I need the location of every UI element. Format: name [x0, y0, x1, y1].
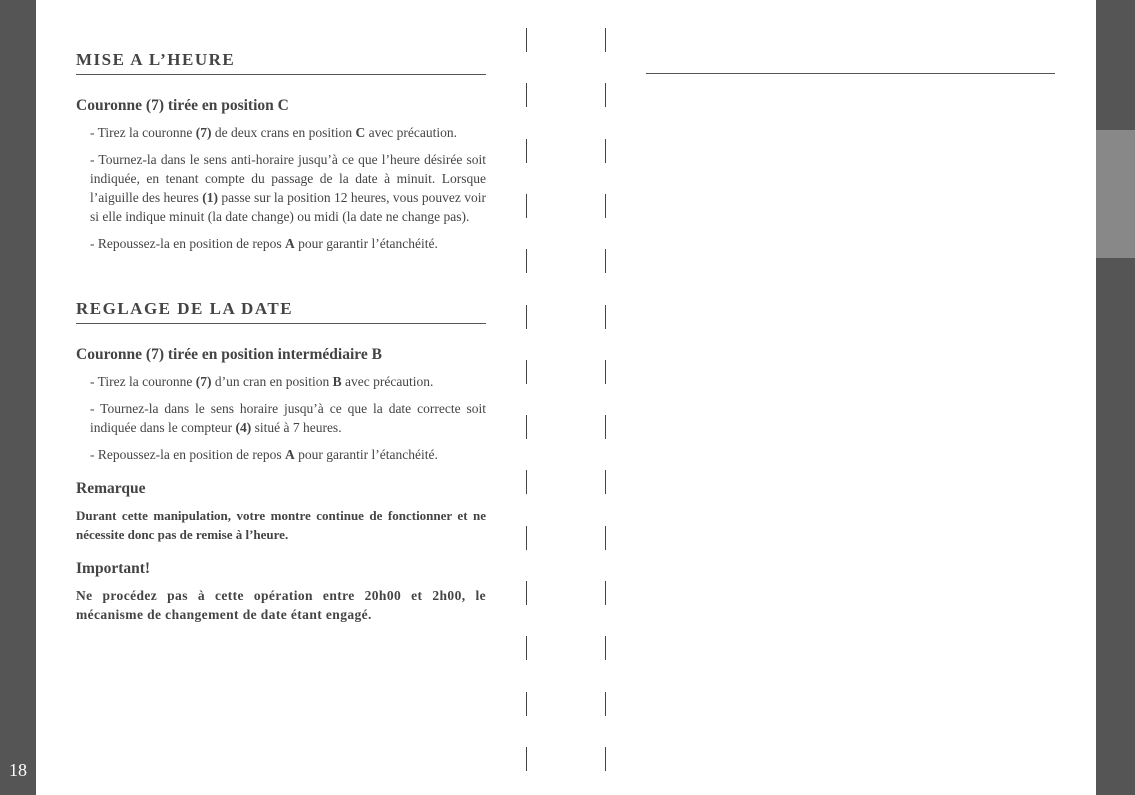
left-margin-band [0, 0, 36, 795]
cut-mark [526, 747, 527, 771]
right-column-rule [646, 73, 1055, 74]
cut-mark [605, 249, 606, 273]
section-title-time-setting: MISE A L’HEURE [76, 50, 486, 75]
page-number: 18 [9, 760, 27, 780]
cut-mark [526, 526, 527, 550]
instruction-item: - Tirez la couronne (7) d’un cran en position B avec précaution. [90, 374, 434, 389]
instruction-item: - Tournez-la dans le sens anti-horaire jusqu’à ce que l’heure désirée soit indiquée, en tenant compte du passage de la date à minuit. Lorsque l’aiguille des heures (1) passe sur la position 12 heures, vous pouvez voir si elle indique minuit (la date change) ou midi (la date ne change pas). [90, 152, 486, 224]
cut-mark [605, 194, 606, 218]
section-subtitle-date-setting: Couronne (7) tirée en position intermédiaire B [76, 346, 382, 363]
cut-mark [605, 305, 606, 329]
cut-mark [526, 28, 527, 52]
cut-mark [526, 636, 527, 660]
cut-mark [605, 747, 606, 771]
section-title-date-setting: REGLAGE DE LA DATE [76, 299, 486, 324]
cut-mark [526, 692, 527, 716]
cut-mark [526, 470, 527, 494]
cut-mark [526, 139, 527, 163]
cut-mark [605, 692, 606, 716]
cut-mark [526, 360, 527, 384]
cut-mark [526, 415, 527, 439]
section-subtitle-time-setting: Couronne (7) tirée en position C [76, 97, 289, 114]
instruction-item: - Repoussez-la en position de repos A pour garantir l’étanchéité. [90, 447, 438, 462]
cut-mark [605, 636, 606, 660]
instruction-item: - Tournez-la dans le sens horaire jusqu’à ce que la date correcte soit indiquée dans le compteur (4) situé à 7 heures. [90, 401, 486, 435]
cut-mark [526, 305, 527, 329]
cut-mark [605, 415, 606, 439]
cut-mark [526, 194, 527, 218]
important-heading: Important! [76, 560, 151, 577]
cut-mark [605, 28, 606, 52]
cut-mark [526, 249, 527, 273]
important-text: Ne procédez pas à cette opération entre 20h00 et 2h00, le mécanisme de changement de date étant engagé. [76, 588, 486, 622]
cut-mark [526, 581, 527, 605]
instruction-item: - Repoussez-la en position de repos A pour garantir l’étanchéité. [90, 236, 438, 251]
cut-mark [605, 526, 606, 550]
remark-heading: Remarque [76, 480, 146, 497]
remark-text: Durant cette manipulation, votre montre continue de fonctionner et ne nécessite donc pas de remise à l’heure. [76, 508, 486, 542]
right-margin-band [1096, 0, 1135, 795]
cut-mark [605, 360, 606, 384]
cut-mark [605, 581, 606, 605]
cut-mark [605, 83, 606, 107]
cut-mark [605, 139, 606, 163]
instruction-item: - Tirez la couronne (7) de deux crans en position C avec précaution. [90, 125, 458, 140]
right-thumb-tab [1096, 130, 1135, 258]
cut-mark [605, 470, 606, 494]
cut-mark [526, 83, 527, 107]
left-column [76, 50, 486, 624]
